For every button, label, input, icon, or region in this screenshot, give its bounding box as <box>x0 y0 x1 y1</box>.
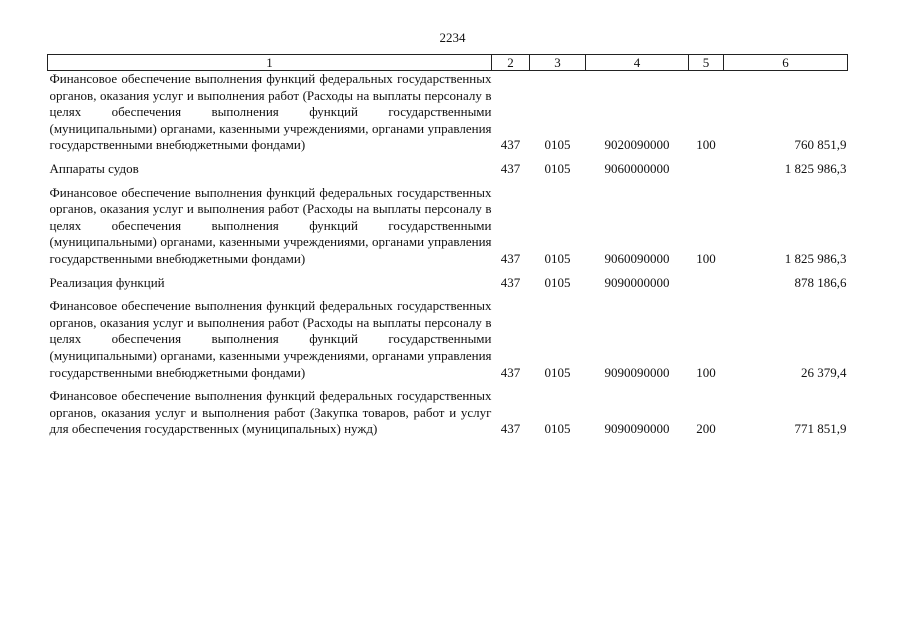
table-row <box>48 275 848 292</box>
header-col-2: 2 <box>492 55 530 71</box>
row-csr: 9060090000 <box>604 250 670 266</box>
header-row <box>48 55 848 71</box>
row-vr <box>689 161 724 178</box>
budget-table <box>47 54 848 438</box>
table-row <box>48 388 848 438</box>
table-body <box>48 71 848 438</box>
row-glava: 437 <box>500 364 521 380</box>
row-razdel: 0105 <box>544 421 571 437</box>
row-csr: 9020090000 <box>604 137 670 153</box>
row-csr: 9090090000 <box>604 421 670 437</box>
row-summa: 878 186,6 <box>794 274 847 290</box>
header-col-1: 1 <box>48 55 492 71</box>
row-name: Финансовое обеспечение выполнения функций федеральных государственных органов, оказания услуг и выполнения работ (Расходы на выплаты персоналу в целях обеспечения выполнения функций государственными (муниципальными) органами, казенными учреждениями, органами управления государственными внебюджетными фондами) <box>49 298 492 380</box>
row-glava: 437 <box>500 250 521 266</box>
row-spacer <box>48 178 848 185</box>
row-name: Финансовое обеспечение выполнения функций федеральных государственных органов, оказания услуг и выполнения работ (Расходы на выплаты персоналу в целях обеспечения выполнения функций государственными (муниципальными) органами, казенными учреждениями, органами управления государственными внебюджетными фондами) <box>49 71 492 153</box>
row-csr: 9060000000 <box>604 160 670 176</box>
row-glava: 437 <box>500 137 521 153</box>
table-header <box>48 55 848 71</box>
row-summa: 1 825 986,3 <box>784 160 847 176</box>
row-summa: 771 851,9 <box>794 421 847 437</box>
row-razdel: 0105 <box>544 274 571 290</box>
row-csr: 9090090000 <box>604 364 670 380</box>
table-row <box>48 71 848 154</box>
row-razdel: 0105 <box>544 160 571 176</box>
row-spacer <box>48 381 848 388</box>
table-row <box>48 298 848 381</box>
page-number: 2234 <box>439 30 466 45</box>
row-glava: 437 <box>500 421 521 437</box>
row-vr <box>689 275 724 292</box>
row-summa: 26 379,4 <box>801 364 847 380</box>
row-vr: 100 <box>696 364 716 380</box>
row-razdel: 0105 <box>544 364 571 380</box>
row-spacer <box>48 154 848 161</box>
row-razdel: 0105 <box>544 137 571 153</box>
row-name: Финансовое обеспечение выполнения функций федеральных государственных органов, оказания услуг и выполнения работ (Расходы на выплаты персоналу в целях обеспечения выполнения функций государственными (муниципальными) органами, казенными учреждениями, органами управления государственными внебюджетными фондами) <box>49 184 492 266</box>
row-razdel: 0105 <box>544 250 571 266</box>
row-summa: 760 851,9 <box>794 137 847 153</box>
header-col-5: 5 <box>689 55 724 71</box>
row-name: Аппараты судов <box>49 160 139 176</box>
row-vr: 100 <box>696 137 716 153</box>
header-col-3: 3 <box>530 55 586 71</box>
row-csr: 9090000000 <box>604 274 670 290</box>
row-vr: 200 <box>696 421 716 437</box>
table-row <box>48 185 848 268</box>
row-name: Реализация функций <box>49 274 165 290</box>
row-spacer <box>48 291 848 298</box>
row-spacer <box>48 268 848 275</box>
header-col-4: 4 <box>586 55 689 71</box>
row-summa: 1 825 986,3 <box>784 250 847 266</box>
row-glava: 437 <box>500 160 521 176</box>
row-glava: 437 <box>500 274 521 290</box>
table-row <box>48 161 848 178</box>
header-col-6: 6 <box>724 55 848 71</box>
row-vr: 100 <box>696 250 716 266</box>
row-name: Финансовое обеспечение выполнения функций федеральных государственных органов, оказания услуг и выполнения работ (Закупка товаров, работ и услуг для обеспечения государственных (муниципальных) нужд) <box>49 388 492 437</box>
